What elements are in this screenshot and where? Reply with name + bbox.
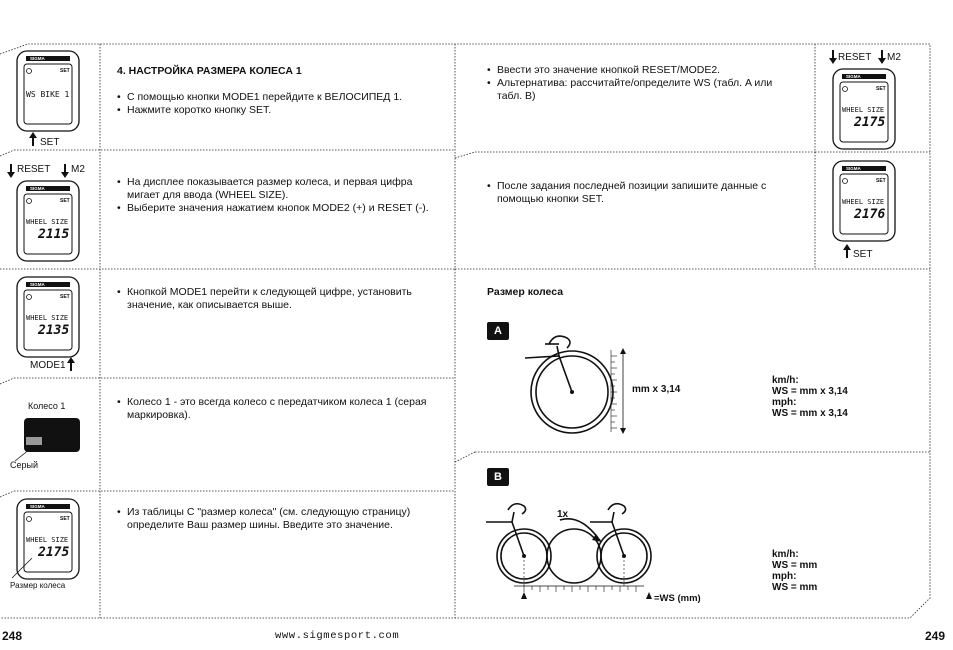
ws-formula-kmh: WS = mm x 3,14 (772, 386, 848, 397)
bullet-item: • Из таблицы С "размер колеса" (см. следующую страницу) определите Ваш размер шины. Введите это значение. (127, 506, 437, 532)
one-turn-label: 1x (557, 509, 569, 520)
set-button-indicator[interactable] (28, 132, 38, 151)
ws-formula-mph: WS = mm x 3,14 (772, 408, 848, 419)
set-mark: SET (60, 294, 70, 300)
mode1-button-indicator[interactable] (66, 357, 76, 376)
pointer-line (14, 448, 34, 467)
set-mark: SET (876, 178, 886, 184)
ws-mm-label: =WS (mm) (654, 593, 701, 604)
lcd-label: WHEEL SIZE (26, 314, 69, 322)
kmh-label: km/h: (772, 375, 799, 386)
rolling-wheel-diagram (484, 500, 664, 610)
kmh-label: km/h: (772, 549, 799, 560)
mph-label: mph: (772, 571, 797, 582)
page-number-left: 248 (2, 629, 23, 643)
bullet-item: • Ввести это значение кнопкой RESET/MODE2. (497, 64, 797, 77)
grey-label: Серый (10, 460, 39, 470)
lcd-value: 2175 (38, 545, 70, 560)
m2-button-indicator[interactable] (877, 50, 887, 69)
mode1-button-label: MODE1 (30, 360, 66, 371)
m2-button-label: M2 (887, 52, 901, 63)
bullet-item: • Колесо 1 - это всегда колесо с передатчиком колеса 1 (серая маркировка). (127, 396, 437, 422)
bullet-item: • Выберите значения нажатием кнопок MODE2 (+) и RESET (-). (127, 202, 437, 215)
page-number-right: 249 (925, 629, 946, 643)
bullet-item: • С помощью кнопки MODE1 перейдите к ВЕЛОСИПЕД 1. (127, 91, 437, 104)
diameter-formula: mm x 3,14 (632, 384, 681, 395)
method-a-tag: A (487, 322, 509, 340)
set-mark: SET (60, 516, 70, 522)
set-mark: SET (60, 68, 70, 74)
ws-formula-kmh: WS = mm (772, 560, 818, 571)
reset-button-indicator[interactable] (828, 50, 838, 69)
brand-logo: SIGMA (30, 186, 45, 191)
wheel-size-label: Размер колеса (10, 581, 66, 590)
brand-logo: SIGMA (30, 504, 45, 509)
lcd-label: WHEEL SIZE (26, 536, 69, 544)
wheel1-label: Колесо 1 (28, 401, 66, 411)
set-button-indicator[interactable] (842, 244, 852, 263)
lcd-value: 2175 (854, 115, 886, 130)
brand-logo: SIGMA (846, 74, 861, 79)
bike-computer-display (16, 50, 82, 137)
lcd-text: WS BIKE 1 (26, 90, 70, 99)
lcd-value: 2135 (38, 323, 70, 338)
lcd-label: WHEEL SIZE (842, 106, 885, 114)
reset-button-label: RESET (17, 164, 51, 175)
method-b-tag: B (487, 468, 509, 486)
lcd-label: WHEEL SIZE (842, 198, 885, 206)
set-mark: SET (60, 198, 70, 204)
reset-button-indicator[interactable] (6, 164, 16, 183)
set-button-label: SET (853, 249, 873, 260)
ws-formula-mph: WS = mm (772, 582, 818, 593)
bullet-item: • Альтернатива: рассчитайте/определите WS (табл. A или табл. B) (497, 77, 797, 103)
mph-label: mph: (772, 397, 797, 408)
bullet-item: • Кнопкой MODE1 перейти к следующей цифре, установить значение, как описывается выше. (127, 286, 437, 312)
lcd-value: 2176 (854, 207, 886, 222)
lcd-label: WHEEL SIZE (26, 218, 69, 226)
set-button-label: SET (40, 137, 60, 148)
lcd-value: 2115 (38, 227, 70, 242)
bullet-item: • На дисплее показывается размер колеса, и первая цифра мигает для ввода (WHEEL SIZE). (127, 176, 437, 202)
brand-logo: SIGMA (30, 56, 45, 61)
wheel-size-title: Размер колеса (487, 286, 564, 298)
reset-button-label: RESET (838, 52, 872, 63)
section-title: 4. НАСТРОЙКА РАЗМЕРА КОЛЕСА 1 (117, 65, 302, 77)
bike-computer-display (16, 276, 82, 363)
bike-computer-display (832, 68, 898, 155)
bullet-item: • Нажмите коротко кнопку SET. (127, 104, 437, 117)
brand-logo: SIGMA (846, 166, 861, 171)
bicycle-wheel-diagram (515, 326, 635, 441)
footer-url: www.sigmesport.com (275, 630, 400, 642)
bullet-item: • После задания последней позиции запишите данные с помощью кнопки SET. (497, 180, 797, 206)
bike-computer-display (16, 180, 82, 267)
m2-button-label: M2 (71, 164, 85, 175)
brand-logo: SIGMA (30, 282, 45, 287)
set-mark: SET (876, 86, 886, 92)
bike-computer-display (832, 160, 898, 247)
